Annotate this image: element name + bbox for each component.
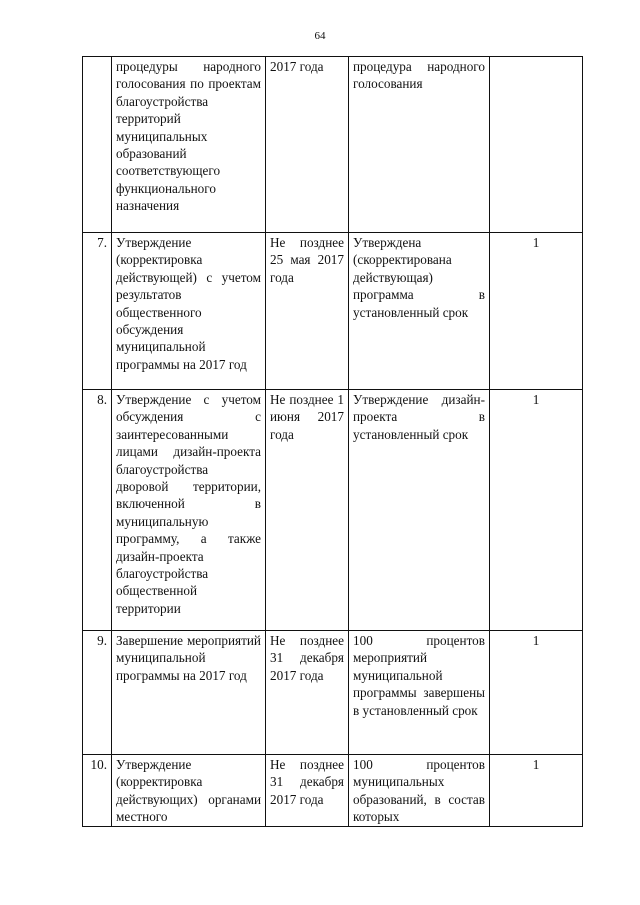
row-value: 1 <box>490 755 583 827</box>
row-term: Не позднее 1 июня 2017 года <box>266 390 349 631</box>
row-number: 7. <box>83 233 112 390</box>
row-action: процедуры народного голосования по проектам благоустройства территорий муниципальных образований соответствующего функционального назначения <box>112 57 266 233</box>
table-row <box>83 233 583 390</box>
row-value <box>490 57 583 233</box>
row-term: Не позднее 31 декабря 2017 года <box>266 755 349 827</box>
row-result: 100 процентов муниципальных образований, в состав которых <box>349 755 490 827</box>
row-number <box>83 57 112 233</box>
table-row <box>83 390 583 631</box>
row-action: Завершение мероприятий муниципальной программы на 2017 год <box>112 631 266 755</box>
table-row <box>83 631 583 755</box>
row-number: 10. <box>83 755 112 827</box>
row-result: Утверждена (скорректирована действующая) программа в установленный срок <box>349 233 490 390</box>
row-value: 1 <box>490 233 583 390</box>
row-term: Не позднее 25 мая 2017 года <box>266 233 349 390</box>
table-row <box>83 755 583 827</box>
row-result: процедура народного голосования <box>349 57 490 233</box>
row-number: 9. <box>83 631 112 755</box>
page-number: 64 <box>314 30 326 42</box>
row-value: 1 <box>490 390 583 631</box>
row-action: Утверждение (корректировка действующих) органами местного <box>112 755 266 827</box>
row-value: 1 <box>490 631 583 755</box>
row-result: Утверждение дизайн-проекта в установленный срок <box>349 390 490 631</box>
table-row <box>83 57 583 233</box>
row-result: 100 процентов мероприятий муниципальной программы завершены в установленный срок <box>349 631 490 755</box>
row-number: 8. <box>83 390 112 631</box>
row-term: Не позднее 31 декабря 2017 года <box>266 631 349 755</box>
activities-table <box>82 56 583 827</box>
row-action: Утверждение (корректировка действующей) с учетом результатов общественного обсуждения муниципальной программы на 2017 год <box>112 233 266 390</box>
row-term: 2017 года <box>266 57 349 233</box>
row-action: Утверждение с учетом обсуждения с заинтересованными лицами дизайн-проекта благоустройства дворовой территории, включенной в муниципальную программу, а также дизайн-проекта благоустройства общественной территории <box>112 390 266 631</box>
